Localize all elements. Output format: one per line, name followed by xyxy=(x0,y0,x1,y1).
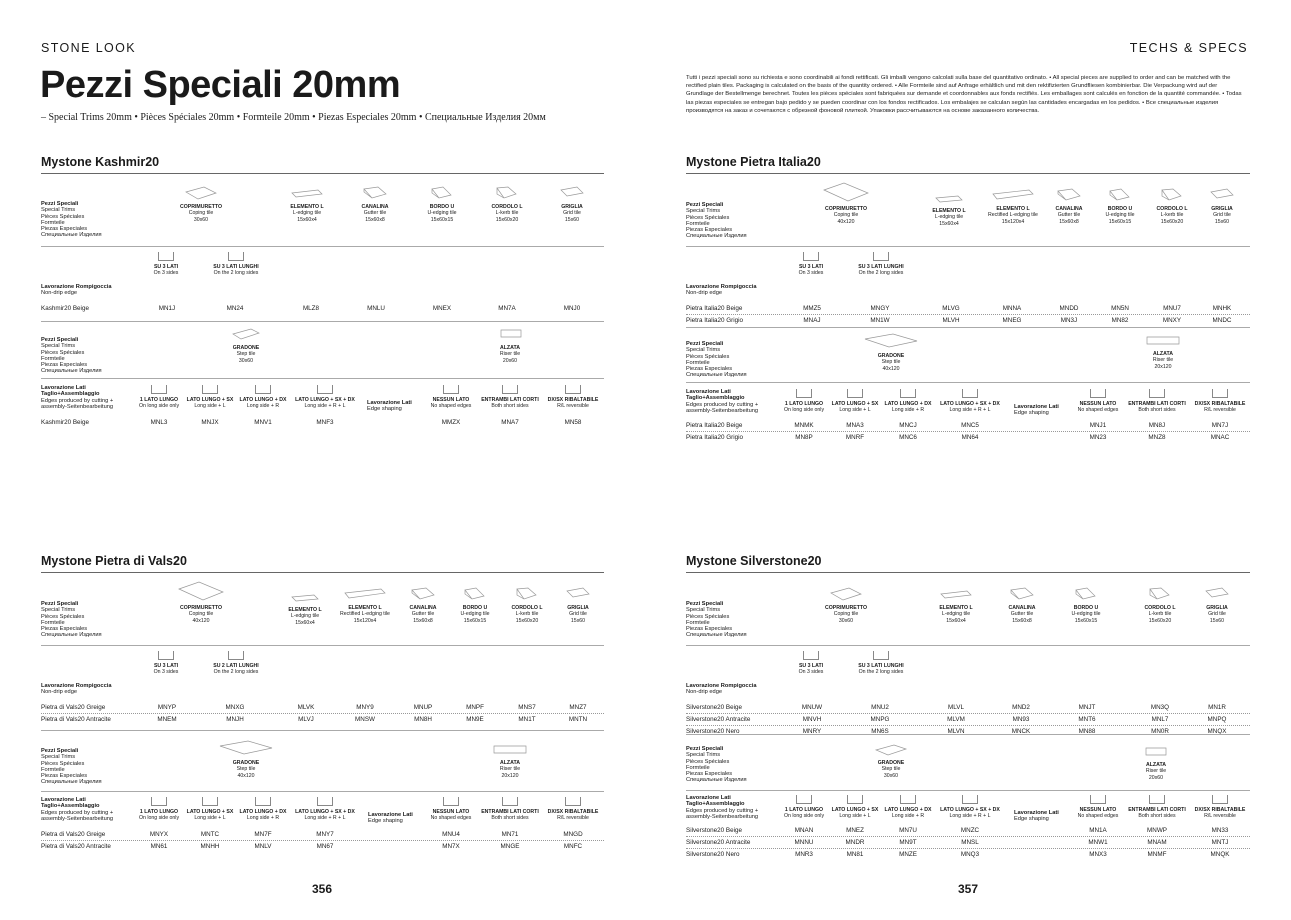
cordolo-l-icon xyxy=(494,186,520,200)
section-silverstone xyxy=(686,554,1250,864)
canalina-icon xyxy=(1056,188,1082,202)
section-pietra-di-vals xyxy=(41,554,604,854)
edge-icon xyxy=(1212,795,1228,804)
trims-label: Pezzi Speciali Special Trims Pièces Spéciales Formteile Piezas Especiales Специальные Изделия xyxy=(686,746,747,784)
edges-label: Lavorazione Lati Taglio+Assemblaggio Edges produced by cutting + assembly-Seitenbearbeitung xyxy=(686,389,759,414)
edge-icon xyxy=(202,385,218,394)
nondrip-label: Lavorazione Rompigoccia Non-drip edge xyxy=(41,284,112,297)
table-row: Pietra di Vals20 Greige MNYX MNTC MN7F MNY7 MNU4 MN71 MNGD xyxy=(41,831,583,838)
canalina-icon xyxy=(410,587,436,601)
trims-label: Pezzi Speciali Special Trims Pièces Spéciales Formteile Piezas Especiales Специальные Изделия xyxy=(41,601,102,639)
tile-griglia: GRIGLIA Grid tile 15x60 xyxy=(546,186,598,223)
tile-coprimuretto: COPRIMURETTO Coping tile 40x120 xyxy=(171,581,231,624)
edge-l3: LATO LUNGO + DX Long side + R xyxy=(237,385,289,410)
edge-l4: LATO LUNGO + SX + DX Long side + R + L xyxy=(936,389,1004,414)
tile-elemento-l: ELEMENTO L L-edging tile 15x60x4 xyxy=(930,589,982,624)
table-row: Silverstone20 Nero MNR3 MN81 MNZE MNQ3 MNX3 MNMF MNQK xyxy=(686,851,1230,858)
tile-gradone: GRADONE Step tile 30x60 xyxy=(221,327,271,364)
trims-block xyxy=(686,573,1250,743)
edge-l7: DX/SX RIBALTABILE R/L reversible xyxy=(1191,389,1249,414)
tile-griglia: GRIGLIA Grid tile 15x60 xyxy=(552,587,604,624)
elemento-l-icon xyxy=(934,194,964,204)
edge-icon xyxy=(151,797,167,806)
gradone-icon xyxy=(218,740,274,756)
edge-icon xyxy=(317,797,333,806)
edge-su3: SU 3 LATI On 3 sides xyxy=(786,651,836,676)
tile-gradone: GRADONE Step tile 40x120 xyxy=(862,333,920,372)
edge-l3: LATO LUNGO + DX Long side + R xyxy=(882,389,934,414)
table-row: Silverstone20 Antracite MNVH MNPG MLVM MN93 MNT6 MNL7 MNPQ xyxy=(686,716,1227,723)
edge-icon xyxy=(962,389,978,398)
table-row: Silverstone20 Antracite MNNU MNDR MN9T MNSL MNW1 MNAM MNTJ xyxy=(686,839,1229,846)
nondrip-label: Lavorazione Rompigoccia Non-drip edge xyxy=(41,683,112,696)
tile-alzata: ALZATA Riser tile 20x60 xyxy=(485,327,535,364)
edge-icon xyxy=(962,795,978,804)
edge-l4: LATO LUNGO + SX + DX Long side + R + L xyxy=(936,795,1004,820)
tile-elemento-l: ELEMENTO L L-edging tile 15x60x4 xyxy=(281,188,333,223)
tile-bordo-u: BORDO U U-edging tile 15x60x15 xyxy=(416,186,468,223)
edge-l1: 1 LATO LUNGO On long side only xyxy=(780,795,828,820)
edge-icon xyxy=(228,651,244,660)
table-row: Pietra Italia20 Beige MNMK MNA3 MNCJ MNC5 MNJ1 MN8J MN7J xyxy=(686,422,1229,429)
elemento-l-icon xyxy=(290,188,324,200)
edges-label: Lavorazione Lati Taglio+Assemblaggio Edges produced by cutting + assembly-Seitenbearbeitung xyxy=(686,795,759,820)
tile-bordo-u: BORDO U U-edging tile 15x60x15 xyxy=(449,587,501,624)
elemento-l-icon xyxy=(991,188,1035,202)
edge-shaping-label: Lavorazione Lati Edge shaping xyxy=(367,400,412,413)
edge-icon xyxy=(1149,795,1165,804)
elemento-l-icon xyxy=(290,593,320,603)
trims-label: Pezzi Speciali Special Trims Pièces Spéciales Formteile Piezas Especiales Специальные Изделия xyxy=(41,337,102,375)
cordolo-l-icon xyxy=(514,587,540,601)
nondrip-label: Lavorazione Rompigoccia Non-drip edge xyxy=(686,284,757,297)
edge-l2: LATO LUNGO + SX Long side + L xyxy=(829,795,881,820)
tile-elemento-l-rectified: ELEMENTO L Rectified L-edging tile 15x120x4 xyxy=(982,188,1044,225)
table-row: Pietra di Vals20 Greige MNYP MNXG MLVK MNY9 MNUP MNPF MNS7 MNZ7 xyxy=(41,704,587,711)
table-row: Pietra Italia20 Grigio MN8P MNRF MNC6 MN64 MN23 MNZ8 MNAC xyxy=(686,434,1230,441)
table-row: Silverstone20 Nero MNRY MN6S MLVN MNCK MN88 MN0R MNQX xyxy=(686,728,1227,735)
trims-label: Pezzi Speciali Special Trims Pièces Spéciales Formteile Piezas Especiales Специальные Изделия xyxy=(41,748,102,786)
cordolo-l-icon xyxy=(1147,587,1173,601)
edge-icon xyxy=(847,795,863,804)
tile-canalina: CANALINA Gutter tile 15x60x8 xyxy=(1043,188,1095,225)
gradone-icon xyxy=(874,744,908,756)
trims-label: Pezzi Speciali Special Trims Pièces Spéciales Formteile Piezas Especiales Специальные Изделия xyxy=(41,201,102,239)
tile-coprimuretto: COPRIMURETTO Coping tile 40x120 xyxy=(816,182,876,225)
table-row: Pietra Italia20 Grigio MNAJ MN1W MLVH MNEG MN3J MN82 MNXY MNDC xyxy=(686,317,1232,324)
edge-l1: 1 LATO LUNGO On long side only xyxy=(780,389,828,414)
edge-l6: ENTRAMBI LATI CORTI Both short sides xyxy=(477,385,543,410)
edge-l7: DX/SX RIBALTABILE R/L reversible xyxy=(1191,795,1249,820)
tile-cordolo-l: CORDOLO L L-kerb tile 15x60x20 xyxy=(1146,188,1198,225)
gradone-icon xyxy=(231,327,261,341)
griglia-icon xyxy=(565,587,591,601)
edge-icon xyxy=(255,385,271,394)
section-title-pietra-italia: Mystone Pietra Italia20 xyxy=(686,155,821,169)
edge-icon xyxy=(796,795,812,804)
intro-paragraph: Tutti i pezzi speciali sono su richiesta e sono coordinabili ai fondi rettificati. Gli imballi vengono calcolati sulla base del quantitativo ordinato. • All special pieces are supplied to order and can be matched with the rectified plain tiles. Packaging is calculated on the basis of the quantity ordered. • Alle Formteile sind auf Anfrage erhältlich und mit den rektifizierten Grundfliesen kombinierbar. Die Verpackung wird auf der Grundlage der Bestellmenge berechnet. Toutes les pièces spéciales sont fabriquées sur demande et coordonnables aux fonds rectifiés. Les emballages sont calculés en fonction de la quantité commandée. • Todas las piezas especiales se entregan bajo pedido y se pueden coordinar con los fondos rectificados. Los embalajes se calculan según las cantidades encargadas en los pedidos. • Все специальные изделия производятся на заказ и сочетаются с обрезной фоновой плиткой. Упаковки рассчитываются на основе заказанного количества. xyxy=(686,75,1242,114)
tile-canalina: CANALINA Gutter tile 15x60x8 xyxy=(349,186,401,223)
edge-icon xyxy=(873,252,889,261)
edge-icon xyxy=(1090,389,1106,398)
edge-icon xyxy=(502,385,518,394)
edge-icon xyxy=(202,797,218,806)
edge-su3l: SU 3 LATI LUNGHI On the 2 long sides xyxy=(846,252,916,277)
edge-shaping-label: Lavorazione Lati Edge shaping xyxy=(1014,810,1059,823)
edge-icon xyxy=(1149,389,1165,398)
tile-alzata: ALZATA Riser tile 20x120 xyxy=(1138,335,1188,370)
tile-bordo-u: BORDO U U-edging tile 15x60x15 xyxy=(1060,587,1112,624)
edge-icon xyxy=(565,797,581,806)
section-title-silverstone: Mystone Silverstone20 xyxy=(686,554,822,568)
edge-su3: SU 3 LATI On 3 sides xyxy=(141,651,191,676)
table-row: Pietra di Vals20 Antracite MNEM MNJH MLVJ MNSW MN8H MN9E MN1T MNTN xyxy=(41,716,588,723)
edge-icon xyxy=(228,252,244,261)
edge-icon xyxy=(158,252,174,261)
edge-su3l: SU 3 LATI LUNGHI On the 2 long sides xyxy=(846,651,916,676)
edge-icon xyxy=(158,651,174,660)
section-title: TECHS & SPECS xyxy=(1129,41,1248,55)
tile-canalina: CANALINA Gutter tile 15x60x8 xyxy=(397,587,449,624)
table-row: Kashmir20 Beige MN1J MN24 MLZ8 MNLU MNEX MN7A MNJ0 xyxy=(41,305,581,312)
tile-elemento-l-rectified: ELEMENTO L Rectified L-edging tile 15x120x4 xyxy=(334,587,396,624)
edge-icon xyxy=(796,389,812,398)
alzata-icon xyxy=(1145,335,1181,347)
steps-block xyxy=(41,730,604,852)
edge-su3: SU 3 LATI On 3 sides xyxy=(141,252,191,277)
edge-shaping-label: Lavorazione Lati Edge shaping xyxy=(368,812,413,825)
edge-icon xyxy=(847,389,863,398)
edge-l2: LATO LUNGO + SX Long side + L xyxy=(184,797,236,822)
edge-icon xyxy=(803,252,819,261)
tile-alzata: ALZATA Riser tile 20x60 xyxy=(1131,746,1181,781)
griglia-icon xyxy=(1209,188,1235,202)
edge-icon xyxy=(900,389,916,398)
edge-l7: DX/SX RIBALTABILE R/L reversible xyxy=(544,797,602,822)
edge-l4: LATO LUNGO + SX + DX Long side + R + L xyxy=(291,385,359,410)
edge-icon xyxy=(873,651,889,660)
edge-l2: LATO LUNGO + SX Long side + L xyxy=(184,385,236,410)
edge-l5: NESSUN LATO No shaped edges xyxy=(1073,795,1123,820)
edge-icon xyxy=(502,797,518,806)
tile-cordolo-l: CORDOLO L L-kerb tile 15x60x20 xyxy=(501,587,553,624)
trims-label: Pezzi Speciali Special Trims Pièces Spéciales Formteile Piezas Especiales Специальные Изделия xyxy=(686,341,747,379)
edge-icon xyxy=(565,385,581,394)
steps-block xyxy=(686,327,1250,445)
elemento-l-icon xyxy=(939,589,973,601)
table-row: Kashmir20 Beige MNL3 MNJX MNV1 MNF3 MMZX MNA7 MN58 xyxy=(41,419,582,426)
coprimuretto-icon xyxy=(177,581,225,601)
griglia-icon xyxy=(1204,587,1230,601)
edge-su3: SU 3 LATI On 3 sides xyxy=(786,252,836,277)
trims-label: Pezzi Speciali Special Trims Pièces Spéciales Formteile Piezas Especiales Специальные Изделия xyxy=(686,601,747,639)
edge-l5: NESSUN LATO No shaped edges xyxy=(1073,389,1123,414)
bordo-u-icon xyxy=(1107,188,1133,202)
alzata-icon xyxy=(1144,746,1168,758)
bordo-u-icon xyxy=(1073,587,1099,601)
canalina-icon xyxy=(1009,587,1035,601)
edge-l1: 1 LATO LUNGO On long side only xyxy=(135,797,183,822)
page-number-right: 357 xyxy=(958,882,979,896)
section-title-kashmir: Mystone Kashmir20 xyxy=(41,155,160,169)
trims-block xyxy=(41,573,604,733)
steps-block xyxy=(41,321,604,431)
edge-l6: ENTRAMBI LATI CORTI Both short sides xyxy=(1124,795,1190,820)
brand-label: STONE LOOK xyxy=(41,41,137,55)
tile-gradone: GRADONE Step tile 40x120 xyxy=(217,740,275,779)
trims-label: Pezzi Speciali Special Trims Pièces Spéciales Formteile Piezas Especiales Специальные Изделия xyxy=(686,202,747,240)
gradone-icon xyxy=(863,333,919,349)
tile-coprimuretto: COPRIMURETTO Coping tile 30x60 xyxy=(171,186,231,223)
section-kashmir xyxy=(41,155,604,435)
edge-icon xyxy=(803,651,819,660)
table-row: Pietra Italia20 Beige MMZ5 MNGY MLVG MNNA MNDD MN5N MNU7 MNHK xyxy=(686,305,1232,312)
edge-su2l: SU 2 LATI LUNGHI On the 2 long sides xyxy=(201,651,271,676)
page-subtitle: – Special Trims 20mm • Pièces Spéciales 20mm • Formteile 20mm • Piezas Especiales 20mm • Специальные Изделия 20мм xyxy=(41,112,546,123)
edge-icon xyxy=(900,795,916,804)
edge-su3l: SU 3 LATI LUNGHI On the 2 long sides xyxy=(201,252,271,277)
tile-canalina: CANALINA Gutter tile 15x60x8 xyxy=(996,587,1048,624)
edge-icon xyxy=(317,385,333,394)
tile-cordolo-l: CORDOLO L L-kerb tile 15x60x20 xyxy=(481,186,533,223)
tile-bordo-u: BORDO U U-edging tile 15x60x15 xyxy=(1094,188,1146,225)
coprimuretto-icon xyxy=(829,587,863,601)
edge-l3: LATO LUNGO + DX Long side + R xyxy=(237,797,289,822)
table-row: Silverstone20 Beige MNAN MNEZ MN7U MNZC MN1A MNWP MN33 xyxy=(686,827,1229,834)
section-title-pietra-di-vals: Mystone Pietra di Vals20 xyxy=(41,554,187,568)
edge-l5: NESSUN LATO No shaped edges xyxy=(426,797,476,822)
coprimuretto-icon xyxy=(822,182,870,202)
tile-elemento-l: ELEMENTO L L-edging tile 15x60x4 xyxy=(279,593,331,626)
tile-griglia: GRIGLIA Grid tile 15x60 xyxy=(1191,587,1243,624)
page-title: Pezzi Speciali 20mm xyxy=(40,64,401,106)
edge-l3: LATO LUNGO + DX Long side + R xyxy=(882,795,934,820)
nondrip-label: Lavorazione Rompigoccia Non-drip edge xyxy=(686,683,757,696)
edge-l1: 1 LATO LUNGO On long side only xyxy=(135,385,183,410)
edge-l6: ENTRAMBI LATI CORTI Both short sides xyxy=(477,797,543,822)
alzata-icon xyxy=(492,744,528,756)
edges-label: Lavorazione Lati Taglio+Assemblaggio Edges produced by cutting + assembly-Seitenbearbeitung xyxy=(41,797,114,822)
tile-gradone: GRADONE Step tile 30x60 xyxy=(866,744,916,779)
table-row: Pietra di Vals20 Antracite MN61 MNHH MNLV MN67 MN7X MNGE MNFC xyxy=(41,843,583,850)
trims-block xyxy=(41,174,604,324)
edge-l2: LATO LUNGO + SX Long side + L xyxy=(829,389,881,414)
edge-icon xyxy=(151,385,167,394)
section-pietra-italia xyxy=(686,155,1250,445)
griglia-icon xyxy=(559,186,585,200)
trims-block xyxy=(686,174,1250,334)
elemento-l-icon xyxy=(343,587,387,601)
edge-l4: LATO LUNGO + SX + DX Long side + R + L xyxy=(291,797,359,822)
edge-icon xyxy=(1212,389,1228,398)
coprimuretto-icon xyxy=(184,186,218,200)
cordolo-l-icon xyxy=(1159,188,1185,202)
tile-griglia: GRIGLIA Grid tile 15x60 xyxy=(1196,188,1248,225)
edge-l7: DX/SX RIBALTABILE R/L reversible xyxy=(544,385,602,410)
tile-cordolo-l: CORDOLO L L-kerb tile 15x60x20 xyxy=(1134,587,1186,624)
table-row: Silverstone20 Beige MNUW MNU2 MLVL MND2 MNJT MN3Q MN1R xyxy=(686,704,1226,711)
tile-elemento-l: ELEMENTO L L-edging tile 15x60x4 xyxy=(923,194,975,227)
alzata-icon xyxy=(495,327,525,341)
steps-block xyxy=(686,734,1250,859)
canalina-icon xyxy=(362,186,388,200)
bordo-u-icon xyxy=(429,186,455,200)
tile-alzata: ALZATA Riser tile 20x120 xyxy=(485,744,535,779)
edge-icon xyxy=(1090,795,1106,804)
bordo-u-icon xyxy=(462,587,488,601)
edge-icon xyxy=(443,797,459,806)
edge-shaping-label: Lavorazione Lati Edge shaping xyxy=(1014,404,1059,417)
edges-label: Lavorazione Lati Taglio+Assemblaggio Edges produced by cutting + assembly-Seitenbearbeitung xyxy=(41,385,114,410)
edge-l5: NESSUN LATO No shaped edges xyxy=(426,385,476,410)
edge-icon xyxy=(443,385,459,394)
page-number-left: 356 xyxy=(312,882,333,896)
edge-l6: ENTRAMBI LATI CORTI Both short sides xyxy=(1124,389,1190,414)
tile-coprimuretto: COPRIMURETTO Coping tile 30x60 xyxy=(816,587,876,624)
edge-icon xyxy=(255,797,271,806)
